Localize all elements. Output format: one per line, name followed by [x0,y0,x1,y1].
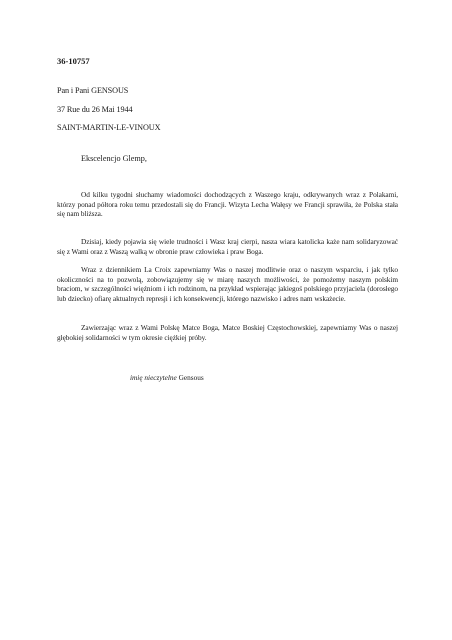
paragraph-2: Dzisiaj, kiedy pojawia się wiele trudności i Wasz kraj cierpi, nasza wiara katolicka każe nam solidaryzować się z Wami oraz z Waszą walką w obronie praw człowieka i praw Boga. [57,237,398,256]
signature-name: Gensous [178,373,204,382]
sender-name: Pan i Pani GENSOUS [57,86,129,95]
reference-number: 36-10757 [57,56,90,66]
salutation: Ekscelencjo Glemp, [81,154,147,163]
paragraph-4: Zawierzając wraz z Wami Polskę Matce Boga, Matce Boskiej Częstochowskiej, zapewniamy Was o naszej głębokiej solidarności w tym okresie ciężkiej próby. [57,323,398,342]
signature-line [130,373,204,382]
signature-note: imię nieczytelne [130,373,177,382]
paragraph-1: Od kilku tygodni słuchamy wiadomości dochodzących z Waszego kraju, odkrywanych wraz z Polakami, którzy ponad półtora roku temu przedostali się do Francji. Wizyta Lecha Wałęsy we Francji sprawiła, że Polska stała się nam bliższa. [57,190,398,219]
sender-street: 37 Rue du 26 Mai 1944 [57,105,133,114]
sender-city: SAINT-MARTIN-LE-VINOUX [57,123,161,132]
paragraph-3: Wraz z dziennikiem La Croix zapewniamy Was o naszej modlitwie oraz o naszym wsparciu, i jak tylko okoliczności na to pozwolą, zobowiązujemy się w miarę naszych możliwości, że pomożemy naszym polskim braciom, w szczególności więźniom i ich rodzinom, na przykład wspierając jakiegoś polskiego przyjaciela (dorosłego lub dziecko) ofiarę aktualnych represji i ich konsekwencji, którego nazwisko i adres nam wskażecie. [57,265,398,303]
